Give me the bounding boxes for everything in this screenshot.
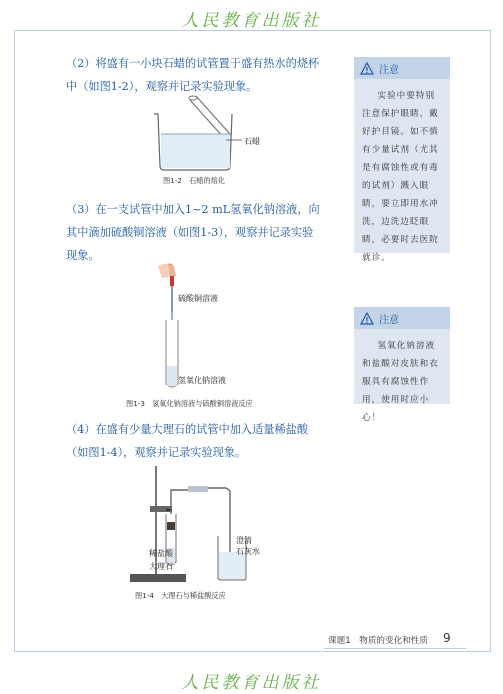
note-title: 注意 (379, 64, 399, 76)
publisher-logo-bottom: 人民教育出版社 (181, 673, 322, 693)
paraffin-label: 石蜡 (244, 137, 260, 146)
step-4-text: （4）在盛有少量大理石的试管中加入适量稀盐酸（如图1-4），观察并记录实验现象。 (66, 423, 309, 459)
chapter-footer: 课题1 物质的变化和性质 (328, 636, 428, 646)
sodium-hydroxide-label: 氢氧化钠溶液 (178, 376, 226, 385)
note-corrosive (354, 307, 450, 423)
warning-icon (360, 312, 374, 325)
step-3-text: （3）在一支试管中加入1~2 mL氢氧化钠溶液，向其中滴加硫酸铜溶液（如图1-3），观察并记录实验现象。 (66, 203, 320, 262)
page-number: 9 (443, 631, 451, 645)
figure-1-3-caption: 图1-3 氢氧化钠溶液与硫酸铜溶液反应 (126, 399, 253, 408)
figure-1-2-beaker (150, 94, 260, 172)
note-title: 注意 (379, 314, 399, 326)
copper-sulfate-label: 硫酸铜溶液 (178, 294, 218, 303)
note-eye-safety (354, 57, 450, 263)
footer-divider (324, 648, 466, 649)
note-body: 氢氧化钠溶液和盐酸对皮肤和衣服具有腐蚀性作用，使用时应小心！ (362, 341, 439, 423)
note-header (354, 57, 450, 79)
limewater-label-2: 石灰水 (236, 547, 260, 556)
note-header (354, 307, 450, 329)
figure-1-4-caption: 图1-4 大理石与稀盐酸反应 (135, 591, 226, 600)
limewater-label-1: 澄清 (236, 536, 252, 545)
figure-1-2-caption: 图1-2 石蜡的熔化 (163, 176, 226, 185)
dilute-hcl-label: 稀盐酸 (149, 549, 173, 558)
warning-icon (360, 62, 374, 75)
note-body: 实验中要特别注意保护眼睛，戴好护目镜。如不慎有少量试剂（尤其是有腐蚀性或有毒的试剂）溅入眼睛，要立即用水冲洗，边洗边眨眼睛，必要时去医院就诊。 (362, 91, 439, 263)
publisher-logo-top: 人民教育出版社 (181, 11, 322, 31)
marble-label: 大理石 (149, 562, 173, 571)
figure-1-3-dropper-tube (150, 262, 190, 392)
step-2-text: （2）将盛有一小块石蜡的试管置于盛有热水的烧杯中（如图1-2），观察并记录实验现象。 (66, 57, 320, 93)
